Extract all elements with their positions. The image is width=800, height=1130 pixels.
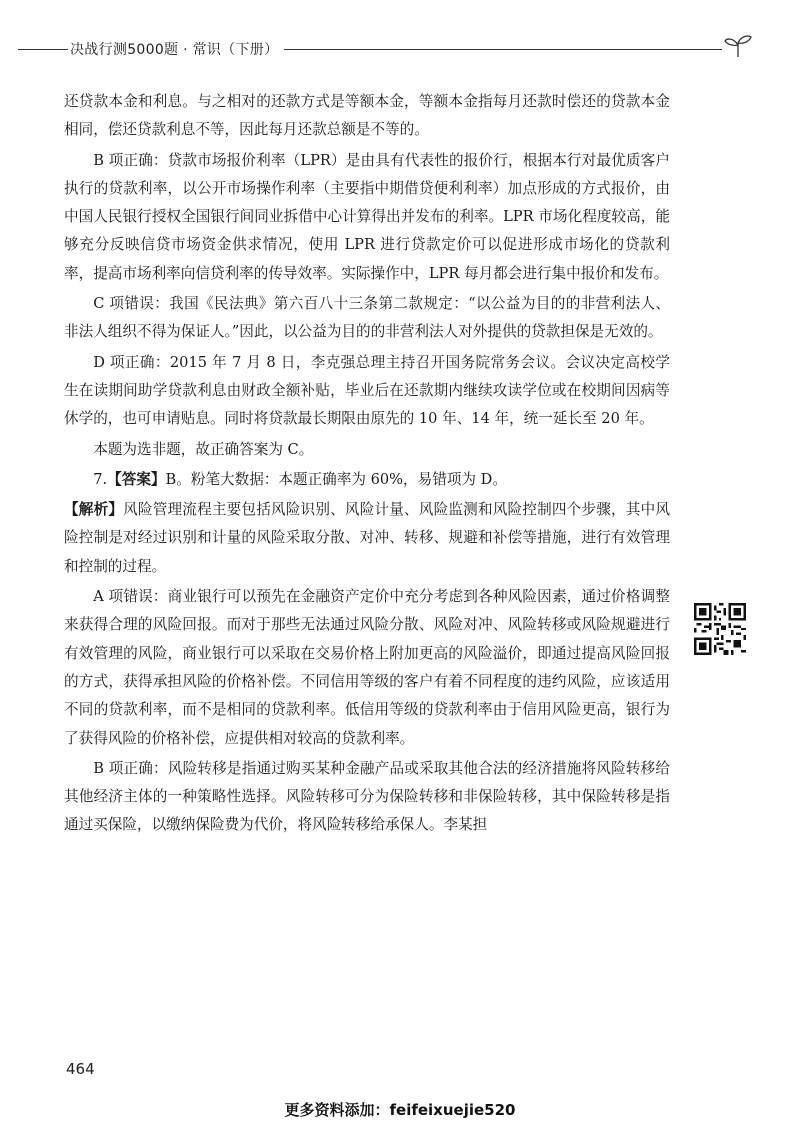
paragraph: C 项错误：我国《民法典》第六百八十三条第二款规定：“以公益为目的的非营利法人、非法人组织不得为保证人。”因此，以公益为目的的非营利法人对外提供的贷款担保是无效的。	[64, 295, 670, 341]
paragraph: A 项错误：商业银行可以预先在金融资产定价中充分考虑到各种风险因素，通过价格调整来获得合理的风险回报。而对于那些无法通过风险分散、风险对冲、风险转移或风险规避进行有效管理的风险，商业银行可以采取在交易价格上附加更高的风险溢价，即通过提高风险回报的方式，获得承担风险的价格补偿。不同信用等级的客户有着不同程度的违约风险，应该适用不同的贷款利率，而不是相同的贷款利率。低信用等级的贷款利率由于信用风险更高，银行为了获得风险的价格补偿，应提供相对较高的贷款利率。	[64, 588, 670, 747]
page-body	[64, 88, 670, 842]
analysis-label: 【解析】	[64, 501, 124, 519]
running-header	[0, 30, 800, 60]
answer-line	[64, 466, 670, 494]
footer-note: 更多资料添加：feifeixuejie520	[284, 1101, 516, 1119]
paragraph: B 项正确：贷款市场报价利率（LPR）是由具有代表性的报价行，根据本行对最优质客户执行的贷款利率，以公开市场操作利率（主要指中期借贷便利利率）加点形成的方式报价，由中国人民银行授权全国银行间同业拆借中心计算得出并发布的利率。LPR 市场化程度较高，能够充分反映信贷市场资金供求情况，使用 LPR 进行贷款定价可以促进形成市场化的贷款利率，提高市场利率向信贷利率的传导效率。实际操作中，LPR 每月都会进行集中报价和发布。	[64, 151, 670, 282]
paragraph: 还贷款本金和利息。与之相对的还款方式是等额本金，等额本金指每月还款时偿还的贷款本金相同，偿还贷款利息不等，因此每月还款总额是不等的。	[64, 93, 670, 139]
answer-text: B。粉笔大数据：本题正确率为 60%，易错项为 D。	[165, 470, 507, 488]
page-number: 464	[66, 1060, 95, 1078]
analysis-text: 风险管理流程主要包括风险识别、风险计量、风险监测和风险控制四个步骤，其中风险控制是对经过识别和计量的风险采取分散、对冲、转移、规避和补偿等措施，进行有效管理和控制的过程。	[64, 501, 670, 575]
qr-code[interactable]	[694, 603, 746, 655]
book-title: 决战行测5000题 · 常识（下册）	[70, 42, 279, 58]
sprout-icon	[722, 34, 754, 58]
answer-label: 【答案】	[107, 470, 166, 488]
analysis-paragraph	[64, 496, 670, 581]
paragraph: D 项正确：2015 年 7 月 8 日，李克强总理主持召开国务院常务会议。会议决定高校学生在读期间助学贷款利息由财政全额补贴，毕业后在还款期内继续攻读学位或在校期间因病等休学的，也可申请贴息。同时将贷款最长期限由原先的 10 年、14 年，统一延长至 20 年。	[64, 353, 670, 428]
paragraph: B 项正确：风险转移是指通过购买某种金融产品或采取其他合法的经济措施将风险转移给其他经济主体的一种策略性选择。风险转移可分为保险转移和非保险转移，其中保险转移是指通过买保险，以缴纳保险费为代价，将风险转移给承保人。李某担	[64, 759, 670, 834]
header-rule-left	[18, 49, 68, 50]
paragraph: 本题为选非题，故正确答案为 C。	[93, 440, 314, 458]
question-number: 7.	[93, 470, 108, 488]
header-rule-right	[284, 49, 722, 50]
